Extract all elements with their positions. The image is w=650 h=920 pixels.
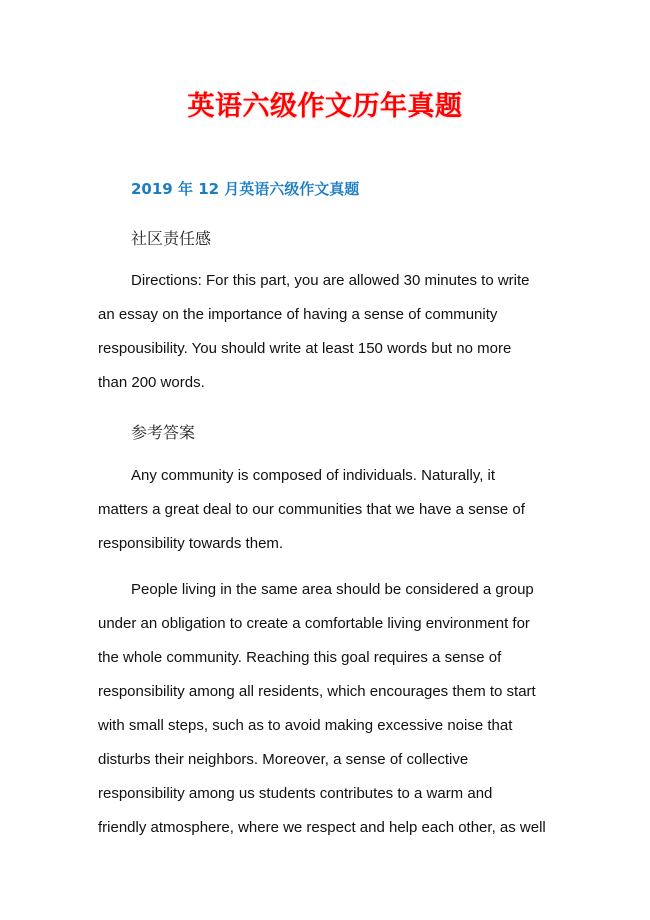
text-line: responsibility towards them.: [98, 535, 284, 552]
text-line: respousibility. You should write at least 150 words but no more: [98, 340, 512, 357]
text-line: matters a great deal to our communities that we have a sense of: [98, 501, 525, 518]
directions-paragraph: [98, 264, 558, 400]
text-line: under an obligation to create a comfortable living environment for: [98, 615, 530, 632]
text-line: with small steps, such as to avoid making excessive noise that: [98, 717, 513, 734]
section-heading: 2019 年 12 月英语六级作文真题: [131, 180, 360, 198]
document-title: 英语六级作文历年真题: [187, 91, 463, 122]
text-line: responsibility among us students contributes to a warm and: [98, 785, 493, 802]
text-line: than 200 words.: [98, 374, 205, 391]
text-line: responsibility among all residents, which encourages them to start: [98, 683, 536, 700]
text-line: an essay on the importance of having a sense of community: [98, 306, 498, 323]
text-line: disturbs their neighbors. Moreover, a sense of collective: [98, 751, 469, 768]
text-line: the whole community. Reaching this goal requires a sense of: [98, 649, 502, 666]
answer-paragraph-1: [98, 459, 558, 561]
text-line: Directions: For this part, you are allowed 30 minutes to write: [131, 272, 530, 289]
answer-paragraph-2: [98, 573, 558, 845]
text-line: People living in the same area should be considered a group: [131, 581, 534, 598]
text-line: friendly atmosphere, where we respect and help each other, as well: [98, 819, 546, 836]
answer-label: 参考答案: [131, 423, 196, 442]
topic-label: 社区责任感: [131, 229, 212, 248]
text-line: Any community is composed of individuals. Naturally, it: [131, 467, 496, 484]
